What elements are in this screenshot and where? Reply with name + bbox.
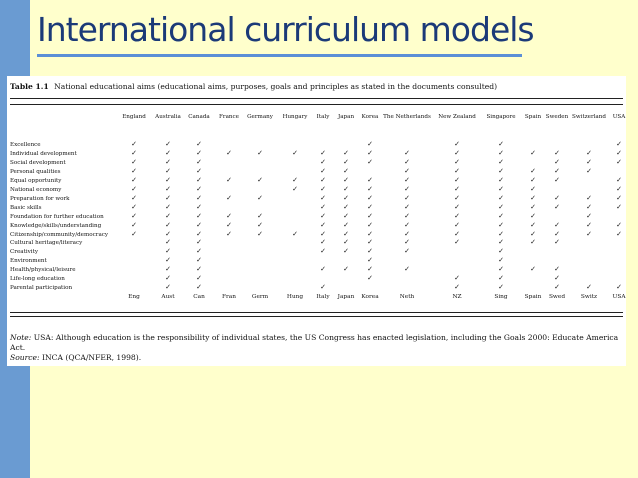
check-mark-icon: ✓ xyxy=(586,211,592,220)
column-abbreviation: Spain xyxy=(524,294,542,300)
check-mark-icon: ✓ xyxy=(498,166,504,175)
check-mark-icon: ✓ xyxy=(257,220,263,229)
check-mark-icon: ✓ xyxy=(226,148,232,157)
note-text: USA: Although education is the responsibility of individual states, the US Congress has enacted legislation, including the Goals 2000: Educate America Act. xyxy=(10,333,619,352)
check-mark-icon: ✓ xyxy=(367,184,373,193)
row-label: Social development xyxy=(10,159,66,166)
check-mark-icon: ✓ xyxy=(586,202,592,211)
source-text: INCA (QCA/NFER, 1998). xyxy=(42,353,142,362)
check-mark-icon: ✓ xyxy=(498,175,504,184)
check-mark-icon: ✓ xyxy=(367,202,373,211)
check-mark-icon: ✓ xyxy=(196,256,202,265)
check-mark-icon: ✓ xyxy=(131,211,137,220)
check-mark-icon: ✓ xyxy=(404,166,410,175)
check-mark-icon: ✓ xyxy=(343,148,349,157)
column-abbreviation: Can xyxy=(193,294,205,300)
check-mark-icon: ✓ xyxy=(131,166,137,175)
check-mark-icon: ✓ xyxy=(454,166,460,175)
column-abbreviation: Switz xyxy=(580,294,598,300)
check-mark-icon: ✓ xyxy=(498,238,504,247)
check-mark-icon: ✓ xyxy=(196,193,202,202)
check-mark-icon: ✓ xyxy=(292,148,298,157)
column-header: Italy xyxy=(316,114,330,120)
column-header: Singapore xyxy=(486,114,516,120)
check-mark-icon: ✓ xyxy=(343,220,349,229)
check-mark-icon: ✓ xyxy=(131,148,137,157)
row-label: Knowledge/skills/understanding xyxy=(10,222,102,229)
check-mark-icon: ✓ xyxy=(226,220,232,229)
check-mark-icon: ✓ xyxy=(454,229,460,238)
check-mark-icon: ✓ xyxy=(616,148,622,157)
check-mark-icon: ✓ xyxy=(554,283,560,292)
row-label: Equal opportunity xyxy=(10,177,62,184)
check-mark-icon: ✓ xyxy=(554,202,560,211)
check-mark-icon: ✓ xyxy=(165,238,171,247)
check-mark-icon: ✓ xyxy=(320,229,326,238)
check-mark-icon: ✓ xyxy=(196,274,202,283)
row-label: Individual development xyxy=(10,150,77,157)
column-abbreviation: Eng xyxy=(128,294,140,300)
check-mark-icon: ✓ xyxy=(320,166,326,175)
check-mark-icon: ✓ xyxy=(196,211,202,220)
check-mark-icon: ✓ xyxy=(586,157,592,166)
check-mark-icon: ✓ xyxy=(498,265,504,274)
column-header: Germany xyxy=(247,114,273,120)
check-mark-icon: ✓ xyxy=(320,193,326,202)
check-mark-icon: ✓ xyxy=(498,283,504,292)
check-mark-icon: ✓ xyxy=(343,247,349,256)
check-mark-icon: ✓ xyxy=(196,148,202,157)
check-mark-icon: ✓ xyxy=(343,229,349,238)
note-label: Note: xyxy=(10,333,32,342)
check-mark-icon: ✓ xyxy=(498,202,504,211)
check-mark-icon: ✓ xyxy=(131,157,137,166)
check-mark-icon: ✓ xyxy=(343,184,349,193)
check-mark-icon: ✓ xyxy=(226,229,232,238)
row-label: Basic skills xyxy=(10,204,42,211)
column-abbreviation: NZ xyxy=(452,294,462,300)
check-mark-icon: ✓ xyxy=(320,148,326,157)
check-mark-icon: ✓ xyxy=(226,193,232,202)
check-mark-icon: ✓ xyxy=(404,247,410,256)
check-mark-icon: ✓ xyxy=(292,184,298,193)
check-mark-icon: ✓ xyxy=(404,157,410,166)
check-mark-icon: ✓ xyxy=(616,229,622,238)
column-header: France xyxy=(219,114,239,120)
column-header: England xyxy=(122,114,146,120)
check-mark-icon: ✓ xyxy=(554,229,560,238)
check-mark-icon: ✓ xyxy=(404,238,410,247)
check-mark-icon: ✓ xyxy=(554,166,560,175)
check-mark-icon: ✓ xyxy=(196,175,202,184)
check-mark-icon: ✓ xyxy=(404,220,410,229)
check-mark-icon: ✓ xyxy=(196,184,202,193)
check-mark-icon: ✓ xyxy=(404,265,410,274)
check-mark-icon: ✓ xyxy=(196,238,202,247)
check-mark-icon: ✓ xyxy=(292,229,298,238)
column-header: Hungary xyxy=(282,114,308,120)
check-mark-icon: ✓ xyxy=(554,265,560,274)
check-mark-icon: ✓ xyxy=(196,202,202,211)
check-mark-icon: ✓ xyxy=(367,220,373,229)
table-caption-text: National educational aims (educational aims, purposes, goals and principles as stated in the documents consulted) xyxy=(54,82,498,91)
column-abbreviation: Swed xyxy=(548,294,566,300)
check-mark-icon: ✓ xyxy=(165,220,171,229)
row-label: Personal qualities xyxy=(10,168,61,175)
check-mark-icon: ✓ xyxy=(131,175,137,184)
check-mark-icon: ✓ xyxy=(530,229,536,238)
source-label: Source: xyxy=(10,353,40,362)
check-mark-icon: ✓ xyxy=(196,283,202,292)
check-mark-icon: ✓ xyxy=(530,166,536,175)
row-label: National economy xyxy=(10,186,62,193)
check-mark-icon: ✓ xyxy=(196,247,202,256)
column-abbreviation: Neth xyxy=(399,294,415,300)
check-mark-icon: ✓ xyxy=(616,175,622,184)
check-mark-icon: ✓ xyxy=(586,148,592,157)
check-mark-icon: ✓ xyxy=(498,184,504,193)
column-header: USA xyxy=(612,114,626,120)
check-mark-icon: ✓ xyxy=(320,157,326,166)
check-mark-icon: ✓ xyxy=(616,184,622,193)
row-label: Citizenship/community/democracy xyxy=(10,231,109,238)
column-header: Sweden xyxy=(545,114,569,120)
check-mark-icon: ✓ xyxy=(498,220,504,229)
column-header: New Zealand xyxy=(438,114,476,120)
check-mark-icon: ✓ xyxy=(131,229,137,238)
check-mark-icon: ✓ xyxy=(165,247,171,256)
slide-title: International curriculum models xyxy=(37,10,534,49)
check-mark-icon: ✓ xyxy=(165,211,171,220)
check-mark-icon: ✓ xyxy=(530,202,536,211)
check-mark-icon: ✓ xyxy=(165,274,171,283)
check-mark-icon: ✓ xyxy=(530,175,536,184)
check-mark-icon: ✓ xyxy=(530,220,536,229)
check-mark-icon: ✓ xyxy=(498,193,504,202)
check-mark-icon: ✓ xyxy=(196,220,202,229)
check-mark-icon: ✓ xyxy=(454,274,460,283)
column-abbreviation: Germ xyxy=(251,294,269,300)
check-mark-icon: ✓ xyxy=(165,202,171,211)
column-header: Korea xyxy=(361,114,379,120)
check-mark-icon: ✓ xyxy=(616,283,622,292)
check-mark-icon: ✓ xyxy=(616,202,622,211)
check-mark-icon: ✓ xyxy=(454,157,460,166)
check-mark-icon: ✓ xyxy=(226,175,232,184)
check-mark-icon: ✓ xyxy=(530,211,536,220)
check-mark-icon: ✓ xyxy=(554,220,560,229)
table-caption-label: Table 1.1 xyxy=(10,82,49,91)
check-mark-icon: ✓ xyxy=(554,175,560,184)
check-mark-icon: ✓ xyxy=(454,140,460,148)
row-label: Parental participation xyxy=(10,285,73,292)
check-mark-icon: ✓ xyxy=(530,238,536,247)
check-mark-icon: ✓ xyxy=(498,229,504,238)
column-abbreviation: Aust xyxy=(161,294,175,300)
check-mark-icon: ✓ xyxy=(367,157,373,166)
check-mark-icon: ✓ xyxy=(165,229,171,238)
check-mark-icon: ✓ xyxy=(454,220,460,229)
table-caption xyxy=(10,82,497,91)
column-abbreviation: Fran xyxy=(222,294,236,300)
check-mark-icon: ✓ xyxy=(196,157,202,166)
check-mark-icon: ✓ xyxy=(454,193,460,202)
check-mark-icon: ✓ xyxy=(367,211,373,220)
table-bottom-rule-thin xyxy=(10,316,623,317)
check-mark-icon: ✓ xyxy=(616,220,622,229)
row-label: Environment xyxy=(10,258,47,265)
column-header: Japan xyxy=(337,114,355,120)
check-mark-icon: ✓ xyxy=(530,148,536,157)
column-header: Canada xyxy=(188,114,210,120)
check-mark-icon: ✓ xyxy=(554,157,560,166)
check-mark-icon: ✓ xyxy=(454,148,460,157)
check-mark-icon: ✓ xyxy=(292,175,298,184)
check-mark-icon: ✓ xyxy=(586,283,592,292)
check-mark-icon: ✓ xyxy=(165,265,171,274)
table-note xyxy=(10,333,620,363)
check-mark-icon: ✓ xyxy=(320,184,326,193)
check-mark-icon: ✓ xyxy=(404,229,410,238)
row-label: Foundation for further education xyxy=(10,213,104,220)
check-mark-icon: ✓ xyxy=(367,229,373,238)
check-mark-icon: ✓ xyxy=(320,211,326,220)
check-mark-icon: ✓ xyxy=(257,148,263,157)
check-mark-icon: ✓ xyxy=(257,211,263,220)
check-mark-icon: ✓ xyxy=(165,157,171,166)
check-mark-icon: ✓ xyxy=(498,157,504,166)
check-mark-icon: ✓ xyxy=(343,175,349,184)
check-mark-icon: ✓ xyxy=(586,193,592,202)
check-mark-icon: ✓ xyxy=(498,256,504,265)
check-mark-icon: ✓ xyxy=(131,193,137,202)
check-mark-icon: ✓ xyxy=(586,166,592,175)
check-mark-icon: ✓ xyxy=(131,220,137,229)
check-mark-icon: ✓ xyxy=(586,220,592,229)
check-mark-icon: ✓ xyxy=(530,265,536,274)
check-mark-icon: ✓ xyxy=(404,175,410,184)
check-mark-icon: ✓ xyxy=(257,175,263,184)
check-mark-icon: ✓ xyxy=(367,238,373,247)
check-mark-icon: ✓ xyxy=(530,193,536,202)
check-mark-icon: ✓ xyxy=(320,247,326,256)
column-abbreviation: Italy xyxy=(316,294,330,300)
column-abbreviation: Korea xyxy=(361,294,379,300)
check-mark-icon: ✓ xyxy=(498,140,504,148)
row-label: Excellence xyxy=(10,142,41,148)
check-mark-icon: ✓ xyxy=(131,140,137,148)
check-mark-icon: ✓ xyxy=(343,202,349,211)
check-mark-icon: ✓ xyxy=(404,193,410,202)
check-mark-icon: ✓ xyxy=(320,238,326,247)
check-mark-icon: ✓ xyxy=(320,202,326,211)
column-abbreviation: Japan xyxy=(337,294,355,300)
check-mark-icon: ✓ xyxy=(454,211,460,220)
check-mark-icon: ✓ xyxy=(616,157,622,166)
check-mark-icon: ✓ xyxy=(498,211,504,220)
check-mark-icon: ✓ xyxy=(616,140,622,148)
check-mark-icon: ✓ xyxy=(454,283,460,292)
check-mark-icon: ✓ xyxy=(257,193,263,202)
check-mark-icon: ✓ xyxy=(367,140,373,148)
check-mark-icon: ✓ xyxy=(196,140,202,148)
check-mark-icon: ✓ xyxy=(196,166,202,175)
check-mark-icon: ✓ xyxy=(404,184,410,193)
check-mark-icon: ✓ xyxy=(554,238,560,247)
check-mark-icon: ✓ xyxy=(320,220,326,229)
check-mark-icon: ✓ xyxy=(165,140,171,148)
check-mark-icon: ✓ xyxy=(367,247,373,256)
check-mark-icon: ✓ xyxy=(131,184,137,193)
check-mark-icon: ✓ xyxy=(404,202,410,211)
table-top-rule xyxy=(10,98,623,99)
check-mark-icon: ✓ xyxy=(320,175,326,184)
check-mark-icon: ✓ xyxy=(554,274,560,283)
check-mark-icon: ✓ xyxy=(131,202,137,211)
check-mark-icon: ✓ xyxy=(343,166,349,175)
check-mark-icon: ✓ xyxy=(498,247,504,256)
check-mark-icon: ✓ xyxy=(165,283,171,292)
check-mark-icon: ✓ xyxy=(404,148,410,157)
check-mark-icon: ✓ xyxy=(320,283,326,292)
check-mark-icon: ✓ xyxy=(367,256,373,265)
check-mark-icon: ✓ xyxy=(165,148,171,157)
check-mark-icon: ✓ xyxy=(343,193,349,202)
check-mark-icon: ✓ xyxy=(196,229,202,238)
check-mark-icon: ✓ xyxy=(343,157,349,166)
column-header: Australia xyxy=(155,114,181,120)
column-header: The Netherlands xyxy=(383,114,431,120)
check-mark-icon: ✓ xyxy=(616,193,622,202)
table-document xyxy=(7,76,626,366)
check-mark-icon: ✓ xyxy=(226,211,232,220)
table-bottom-rule xyxy=(10,312,623,313)
check-mark-icon: ✓ xyxy=(343,238,349,247)
check-mark-icon: ✓ xyxy=(165,184,171,193)
column-abbreviation: Sing xyxy=(494,294,508,300)
check-mark-icon: ✓ xyxy=(586,229,592,238)
check-mark-icon: ✓ xyxy=(554,148,560,157)
title-underline xyxy=(37,54,522,57)
check-mark-icon: ✓ xyxy=(454,238,460,247)
table-top-rule-thin xyxy=(10,104,623,105)
column-header: Spain xyxy=(524,114,542,120)
row-label: Life-long education xyxy=(10,276,65,283)
check-mark-icon: ✓ xyxy=(165,166,171,175)
check-mark-icon: ✓ xyxy=(320,265,326,274)
check-mark-icon: ✓ xyxy=(257,229,263,238)
check-mark-icon: ✓ xyxy=(367,265,373,274)
row-label: Creativity xyxy=(10,249,38,256)
check-mark-icon: ✓ xyxy=(498,274,504,283)
row-label: Cultural heritage/literacy xyxy=(10,240,83,247)
check-mark-icon: ✓ xyxy=(367,274,373,283)
check-mark-icon: ✓ xyxy=(165,193,171,202)
check-mark-icon: ✓ xyxy=(165,175,171,184)
check-mark-icon: ✓ xyxy=(498,148,504,157)
check-mark-icon: ✓ xyxy=(404,211,410,220)
check-mark-icon: ✓ xyxy=(343,211,349,220)
check-mark-icon: ✓ xyxy=(367,175,373,184)
column-header: Switzerland xyxy=(572,114,606,120)
check-mark-icon: ✓ xyxy=(454,184,460,193)
row-label: Health/physical/leisure xyxy=(10,267,76,274)
check-mark-icon: ✓ xyxy=(530,184,536,193)
check-mark-icon: ✓ xyxy=(165,256,171,265)
check-mark-icon: ✓ xyxy=(454,202,460,211)
check-mark-icon: ✓ xyxy=(554,193,560,202)
column-abbreviation: Hung xyxy=(286,294,304,300)
check-mark-icon: ✓ xyxy=(454,175,460,184)
check-mark-icon: ✓ xyxy=(196,265,202,274)
check-mark-icon: ✓ xyxy=(367,148,373,157)
check-mark-icon: ✓ xyxy=(367,193,373,202)
row-label: Preparation for work xyxy=(10,195,70,202)
check-mark-icon: ✓ xyxy=(343,265,349,274)
column-abbreviation: USA xyxy=(612,294,626,300)
